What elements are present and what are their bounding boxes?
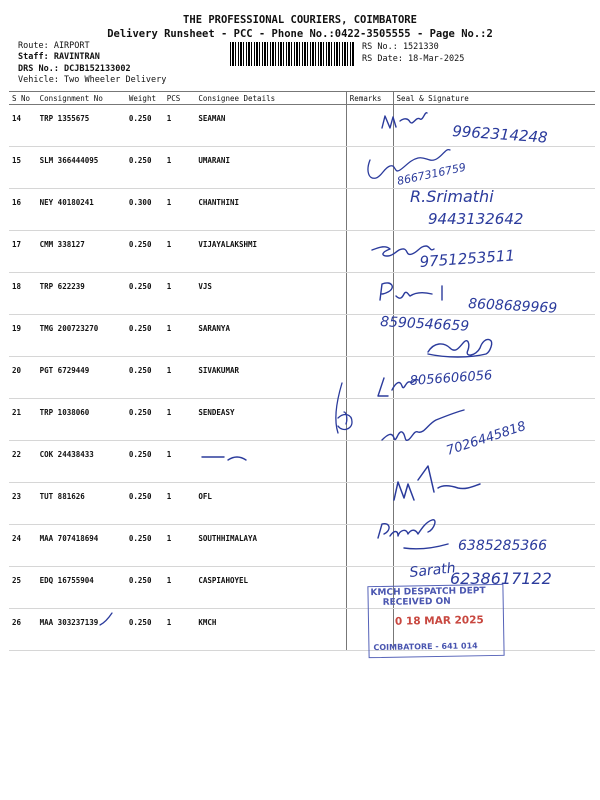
row-remarks [346, 105, 393, 147]
vehicle-label: Vehicle: Two Wheeler Delivery [18, 75, 167, 85]
row-sno: 24 [9, 525, 37, 567]
row-consignee: SENDEASY [195, 399, 346, 441]
table-row [9, 273, 595, 315]
row-weight: 0.250 [126, 231, 164, 273]
row-consignment: PGT 6729449 [37, 357, 126, 399]
barcode [230, 42, 355, 66]
row-consignment: TRP 1355675 [37, 105, 126, 147]
row-pcs: 1 [164, 273, 196, 315]
row-sno: 18 [9, 273, 37, 315]
row-consignee: UMARANI [195, 147, 346, 189]
row-weight: 0.250 [126, 273, 164, 315]
row-consignment: TUT 881626 [37, 483, 126, 525]
row-remarks [346, 315, 393, 357]
row-seal [393, 105, 595, 147]
row-remarks [346, 357, 393, 399]
row-weight: 0.250 [126, 315, 164, 357]
table-row [9, 189, 595, 231]
row-remarks [346, 231, 393, 273]
row-sno: 14 [9, 105, 37, 147]
col-sno: S No [9, 92, 37, 105]
row-consignment: EDQ 16755904 [37, 567, 126, 609]
table-row [9, 609, 595, 651]
handwritten-phone: 9962314248 [451, 122, 549, 147]
row-consignee: CHANTHINI [195, 189, 346, 231]
table-row [9, 399, 595, 441]
row-pcs: 1 [164, 483, 196, 525]
table-row [9, 357, 595, 399]
row-weight: 0.250 [126, 399, 164, 441]
row-seal [393, 231, 595, 273]
table-header-row [9, 92, 595, 105]
row-weight: 0.250 [126, 357, 164, 399]
stamp-date [395, 614, 484, 628]
received-stamp [367, 584, 504, 658]
row-seal [393, 441, 595, 483]
table-row [9, 525, 595, 567]
row-consignment: SLM 366444095 [37, 147, 126, 189]
stamp-day-mark: 0 [394, 615, 403, 628]
row-pcs: 1 [164, 609, 196, 651]
row-pcs: 1 [164, 231, 196, 273]
col-pcs: PCS [164, 92, 196, 105]
row-weight: 0.250 [126, 483, 164, 525]
row-consignee: SIVAKUMAR [195, 357, 346, 399]
table-row [9, 441, 595, 483]
row-consignee: VIJAYALAKSHMI [195, 231, 346, 273]
row-consignment: TRP 1038060 [37, 399, 126, 441]
rs-number: RS No.: 1521330 [362, 42, 439, 52]
table-row [9, 231, 595, 273]
handwritten-phone: 9443132642 [428, 210, 524, 228]
row-pcs: 1 [164, 441, 196, 483]
row-weight: 0.250 [126, 147, 164, 189]
handwritten-name: Sarath [408, 560, 457, 581]
row-sno: 20 [9, 357, 37, 399]
row-consignment: NEY 40180241 [37, 189, 126, 231]
row-consignee: CASPIAHOYEL [195, 567, 346, 609]
row-remarks [346, 273, 393, 315]
table-row [9, 567, 595, 609]
row-consignee: VJS [195, 273, 346, 315]
table-row [9, 147, 595, 189]
row-consignee: KMCH [195, 609, 346, 651]
row-weight: 0.250 [126, 567, 164, 609]
handwritten-phone: 8667316759 [395, 160, 468, 188]
col-remarks: Remarks [346, 92, 393, 105]
col-consignment: Consignment No [37, 92, 126, 105]
row-weight: 0.250 [126, 441, 164, 483]
row-pcs: 1 [164, 567, 196, 609]
row-sno: 17 [9, 231, 37, 273]
row-seal [393, 357, 595, 399]
handwritten-phone: 8590546659 [379, 314, 470, 335]
row-remarks [346, 147, 393, 189]
row-consignment: MAA 707418694 [37, 525, 126, 567]
drs-number: DRS No.: DCJB152133002 [18, 64, 131, 74]
row-pcs: 1 [164, 315, 196, 357]
handwritten-phone: 7026445818 [444, 418, 528, 459]
col-consignee: Consignee Details [195, 92, 346, 105]
row-pcs: 1 [164, 147, 196, 189]
row-seal [393, 483, 595, 525]
stamp-dept: KMCH DESPATCH DEPT [370, 586, 486, 599]
delivery-table [9, 91, 595, 651]
row-seal [393, 273, 595, 315]
row-consignee: SARANYA [195, 315, 346, 357]
table-row [9, 105, 595, 147]
runsheet-subtitle: Delivery Runsheet - PCC - Phone No.:0422-3505555 - Page No.:2 [107, 28, 493, 40]
row-remarks [346, 441, 393, 483]
row-consignee [195, 441, 346, 483]
stamp-date-text: 18 MAR 2025 [405, 614, 484, 628]
handwritten-phone: 6385285366 [458, 538, 548, 554]
col-seal-signature: Seal & Signature [393, 92, 595, 105]
row-seal [393, 525, 595, 567]
row-pcs: 1 [164, 525, 196, 567]
row-weight: 0.250 [126, 609, 164, 651]
row-pcs: 1 [164, 399, 196, 441]
row-remarks [346, 483, 393, 525]
row-consignment: MAA 303237139 [37, 609, 126, 651]
row-weight: 0.250 [126, 105, 164, 147]
row-weight: 0.300 [126, 189, 164, 231]
row-sno: 22 [9, 441, 37, 483]
row-seal [393, 189, 595, 231]
row-seal [393, 147, 595, 189]
row-sno: 23 [9, 483, 37, 525]
row-consignment: CMM 338127 [37, 231, 126, 273]
row-consignee: SOUTHHIMALAYA [195, 525, 346, 567]
row-remarks [346, 525, 393, 567]
row-consignment: TMG 200723270 [37, 315, 126, 357]
handwritten-phone: 9751253511 [419, 246, 516, 271]
row-consignee: SEAMAN [195, 105, 346, 147]
row-consignment: TRP 622239 [37, 273, 126, 315]
col-weight: Weight [126, 92, 164, 105]
row-consignee: OFL [195, 483, 346, 525]
row-sno: 25 [9, 567, 37, 609]
table-row [9, 483, 595, 525]
row-seal [393, 315, 595, 357]
route-label: Route: AIRPORT [18, 41, 90, 51]
stamp-city: COIMBATORE - 641 014 [373, 641, 478, 653]
row-pcs: 1 [164, 105, 196, 147]
stamp-received: RECEIVED ON [382, 596, 451, 608]
row-seal [393, 399, 595, 441]
handwritten-phone: 8608689969 [467, 296, 558, 317]
row-sno: 16 [9, 189, 37, 231]
handwritten-name: R.Srimathi [410, 187, 494, 206]
handwritten-phone: 6238617122 [450, 569, 552, 588]
row-remarks [346, 189, 393, 231]
table-row [9, 315, 595, 357]
rs-date: RS Date: 18-Mar-2025 [362, 54, 465, 64]
row-consignment: COK 24438433 [37, 441, 126, 483]
row-sno: 15 [9, 147, 37, 189]
staff-label: Staff: RAVINTRAN [18, 52, 100, 62]
row-sno: 19 [9, 315, 37, 357]
row-pcs: 1 [164, 357, 196, 399]
row-sno: 26 [9, 609, 37, 651]
company-title: THE PROFESSIONAL COURIERS, COIMBATORE [183, 14, 417, 26]
row-weight: 0.250 [126, 525, 164, 567]
row-pcs: 1 [164, 189, 196, 231]
handwritten-phone: 8056606056 [409, 368, 493, 389]
row-sno: 21 [9, 399, 37, 441]
row-remarks [346, 399, 393, 441]
